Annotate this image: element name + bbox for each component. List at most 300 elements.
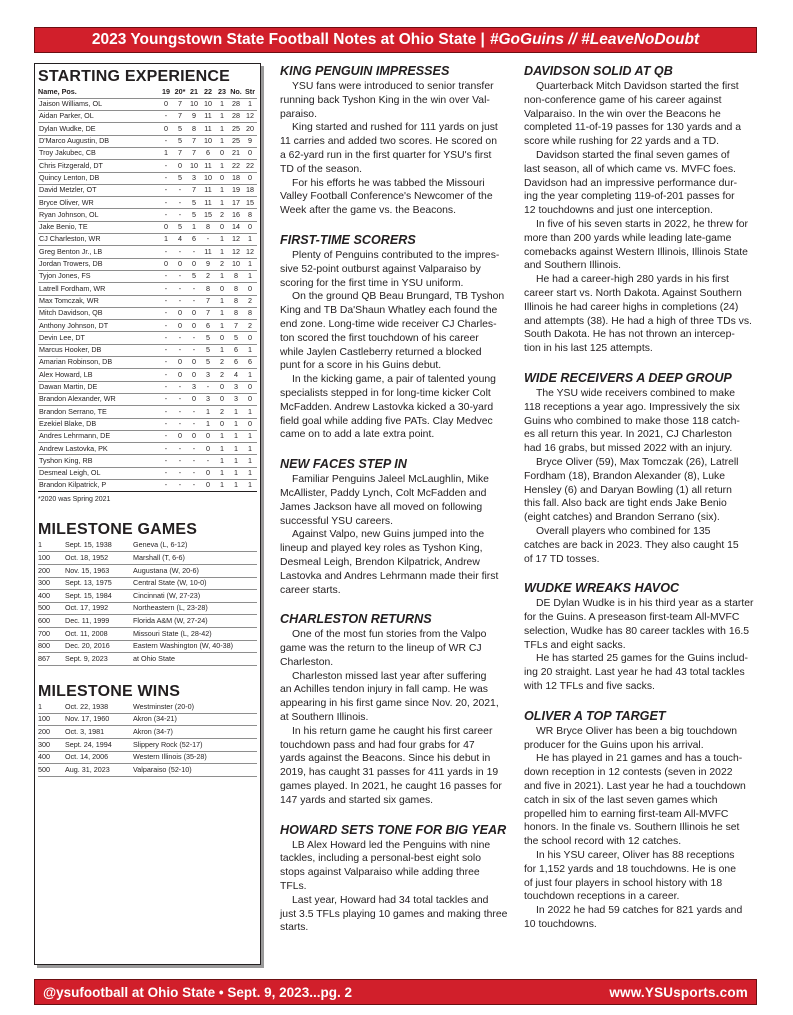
stat-cell: 0: [159, 221, 173, 233]
stat-cell: 4: [173, 234, 187, 246]
table-row: [38, 172, 257, 184]
notes-column-left: [280, 64, 507, 935]
starting-experience-heading: STARTING EXPERIENCE: [38, 68, 230, 85]
table-row: [38, 418, 257, 430]
stat-cell: 3: [201, 393, 215, 405]
stat-cell: -: [173, 381, 187, 393]
stat-cell: 6: [243, 357, 257, 369]
stat-cell: 0: [187, 258, 201, 270]
stat-cell: 10: [187, 98, 201, 110]
stat-cell: 1: [243, 270, 257, 282]
date-cell: Oct. 11, 2008: [65, 627, 133, 640]
table-row: [38, 627, 257, 640]
date-cell: Oct. 18, 1952: [65, 552, 133, 565]
milestone-number-cell: 100: [38, 552, 65, 565]
stat-cell: -: [187, 283, 201, 295]
player-name-cell: Brandon Kilpatrick, P: [38, 480, 159, 492]
stat-cell: 3: [229, 393, 243, 405]
stat-cell: -: [159, 455, 173, 467]
milestone-number-cell: 600: [38, 615, 65, 628]
date-cell: Nov. 15, 1963: [65, 564, 133, 577]
stat-cell: -: [173, 295, 187, 307]
stat-cell: 0: [201, 443, 215, 455]
section-heading: CHARLESTON RETURNS: [280, 612, 432, 627]
stat-cell: 14: [229, 221, 243, 233]
stat-cell: 1: [229, 443, 243, 455]
article-line: 118 receptions a year ago. Impressively the six: [524, 401, 740, 413]
table-row: [38, 123, 257, 135]
stat-cell: 25: [229, 135, 243, 147]
stat-cell: 17: [229, 197, 243, 209]
stat-cell: 8: [243, 209, 257, 221]
stat-cell: 0: [159, 258, 173, 270]
article-line: In five of his seven starts in 2022, he threw for: [536, 218, 748, 230]
article-section: [280, 457, 507, 597]
stat-cell: 0: [243, 393, 257, 405]
date-cell: Aug. 31, 2023: [65, 764, 133, 777]
stat-cell: 0: [215, 147, 229, 159]
column-header: 23: [215, 86, 229, 98]
page-header-banner: [34, 27, 757, 53]
stat-cell: 1: [229, 430, 243, 442]
stat-cell: 1: [215, 443, 229, 455]
article-line: of just four players in school history with 18: [524, 877, 723, 889]
article-line: TFLs and eight sacks.: [524, 639, 626, 651]
article-line: TD of the season.: [280, 163, 363, 175]
article-line: producer for the Guins upon his arrival.: [524, 739, 704, 751]
article-line: tion in his last 125 attempts.: [524, 343, 653, 355]
stat-cell: 1: [215, 98, 229, 110]
stat-cell: 8: [229, 295, 243, 307]
stat-cell: -: [173, 197, 187, 209]
stat-cell: 15: [201, 209, 215, 221]
article-line: career starts.: [280, 584, 341, 596]
stat-cell: 19: [229, 184, 243, 196]
stat-cell: -: [173, 455, 187, 467]
article-line: for 1,152 yards and 18 touchdowns. He is one: [524, 863, 736, 875]
stat-cell: -: [159, 393, 173, 405]
stat-cell: 5: [229, 332, 243, 344]
stat-cell: 18: [229, 172, 243, 184]
stat-cell: 1: [201, 406, 215, 418]
article-line: Lastovka and Andres Lehrmann made their first: [280, 570, 499, 582]
article-line: touchdown receptions in a career.: [524, 891, 680, 903]
article-line: scoring for the first time in YSU uniform.: [280, 277, 464, 289]
date-cell: Sept. 24, 1994: [65, 739, 133, 752]
column-header: Name, Pos.: [38, 86, 159, 98]
article-line: Charleston missed last year after suffering: [292, 670, 487, 682]
article-line: Fordham (18), Brandon Alexander (8), Luke: [524, 470, 725, 482]
stat-cell: 11: [201, 111, 215, 123]
table-row: [38, 332, 257, 344]
article-line: an Achilles tendon injury in fall camp. He was: [280, 684, 488, 696]
stat-cell: 6: [201, 147, 215, 159]
table-row: [38, 221, 257, 233]
stat-cell: 1: [215, 135, 229, 147]
stat-cell: 1: [243, 234, 257, 246]
article-line: catch in six of the last seven games which: [524, 794, 718, 806]
article-line: Plenty of Penguins contributed to the impres-: [292, 249, 500, 261]
stat-cell: -: [159, 418, 173, 430]
stat-cell: 0: [215, 381, 229, 393]
table-row: [38, 430, 257, 442]
article-line: touchdown pass and had four grabs for 47: [280, 739, 475, 751]
stat-cell: 0: [243, 221, 257, 233]
stat-cell: -: [159, 344, 173, 356]
article-line: and attempts (38). He had a high of three TDs vs.: [524, 315, 752, 327]
stat-cell: 5: [201, 332, 215, 344]
article-line: non-conference game of his career against: [524, 94, 722, 106]
article-line: Week after the game vs. the Beacons.: [280, 205, 456, 217]
stat-cell: 2: [243, 295, 257, 307]
table-row: [38, 270, 257, 282]
footer-social-info: @ysufootball at Ohio State • Sept. 9, 2023...pg. 2: [43, 984, 352, 1000]
table-row: [38, 197, 257, 209]
article-line: 12 touchdowns and just one interception.: [524, 205, 713, 217]
column-header: No.: [229, 86, 243, 98]
milestone-wins-heading: MILESTONE WINS: [38, 682, 181, 700]
stat-cell: 8: [201, 221, 215, 233]
article-line: es all return this year. In 2021, CJ Charleston: [524, 429, 732, 441]
article-line: 11 carries and added two scores. He scored on: [280, 136, 497, 148]
date-cell: Nov. 17, 1960: [65, 713, 133, 726]
opponent-cell: Westminster (20-0): [133, 701, 257, 714]
opponent-cell: Akron (34-21): [133, 713, 257, 726]
stat-cell: 2: [215, 357, 229, 369]
stat-cell: -: [187, 480, 201, 492]
article-line: For his efforts he was tabbed the Missouri: [292, 177, 485, 189]
stat-cell: 0: [187, 369, 201, 381]
player-name-cell: Quincy Lenton, DB: [38, 172, 159, 184]
table-row: [38, 590, 257, 603]
stat-cell: 3: [229, 381, 243, 393]
starting-experience-table: [38, 86, 257, 492]
section-heading: HOWARD SETS TONE FOR BIG YEAR: [280, 822, 507, 837]
stat-cell: 6: [201, 320, 215, 332]
stat-cell: 0: [173, 258, 187, 270]
article-line: stops against Valparaiso while adding three: [280, 867, 480, 879]
stat-cell: -: [159, 357, 173, 369]
stat-cell: 11: [201, 123, 215, 135]
table-row: [38, 369, 257, 381]
table-row: [38, 111, 257, 123]
milestone-number-cell: 500: [38, 764, 65, 777]
stat-cell: 20: [243, 123, 257, 135]
stat-cell: 1: [229, 406, 243, 418]
player-name-cell: CJ Charleston, WR: [38, 234, 159, 246]
notes-column-right: [524, 64, 756, 932]
article-line: selection, Wudke has 80 career tackles with 16.5: [524, 625, 750, 637]
article-line: McFadden. Andrew Lastovka kicked a 30-yard: [280, 401, 494, 413]
date-cell: Oct. 22, 1938: [65, 701, 133, 714]
table-row: [38, 443, 257, 455]
stat-cell: -: [173, 443, 187, 455]
stat-cell: 12: [243, 246, 257, 258]
article-line: Against Valpo, new Guins jumped into the: [292, 529, 485, 541]
table-row: [38, 393, 257, 405]
column-header: 20*: [173, 86, 187, 98]
stat-cell: 21: [229, 147, 243, 159]
table-row: [38, 344, 257, 356]
stat-cell: -: [173, 332, 187, 344]
date-cell: Oct. 17, 1992: [65, 602, 133, 615]
stat-cell: 2: [215, 258, 229, 270]
table-row: [38, 147, 257, 159]
article-line: Overall players who combined for 135: [536, 525, 711, 537]
stat-cell: -: [159, 270, 173, 282]
stat-cell: 0: [243, 147, 257, 159]
article-line: The YSU wide receivers combined to make: [536, 387, 736, 399]
stat-cell: 9: [243, 135, 257, 147]
stat-cell: -: [187, 332, 201, 344]
stat-cell: 9: [201, 258, 215, 270]
stat-cell: 0: [187, 430, 201, 442]
player-name-cell: Jordan Trowers, DB: [38, 258, 159, 270]
stat-cell: -: [187, 295, 201, 307]
article-line: Desmeal Leigh, Brendon Kilpatrick, Andrew: [280, 556, 480, 568]
article-line: lineup and played key roles as Tyshon King,: [280, 543, 483, 555]
article-line: Hensley (6) and Daryan Bowling (1) all return: [524, 484, 732, 496]
milestone-wins-table: [38, 701, 257, 777]
article-line: He had a career-high 280 yards in his first: [536, 274, 729, 286]
table-row: [38, 640, 257, 653]
article-section: [280, 823, 507, 936]
article-line: Davidson started the final seven games of: [536, 149, 730, 161]
opponent-cell: Eastern Washington (W, 40-38): [133, 640, 257, 653]
opponent-cell: Northeastern (L, 23-28): [133, 602, 257, 615]
stat-cell: 1: [215, 197, 229, 209]
player-name-cell: Greg Benton Jr., LB: [38, 246, 159, 258]
article-line: had 16 grabs, but missed 2022 with an injury.: [524, 443, 733, 455]
article-line: tackles, including a personal-best eight solo: [280, 853, 482, 865]
stat-cell: 15: [243, 197, 257, 209]
stat-cell: 1: [243, 443, 257, 455]
stat-cell: 11: [201, 197, 215, 209]
stat-cell: 7: [187, 184, 201, 196]
table-row: [38, 701, 257, 714]
table-row: [38, 98, 257, 110]
stat-cell: 1: [215, 184, 229, 196]
stat-cell: 1: [215, 246, 229, 258]
table-header-row: [38, 86, 257, 98]
stats-sidebar: [34, 63, 261, 965]
article-line: James Jackson have all moved on following: [280, 501, 483, 513]
stat-cell: 2: [243, 320, 257, 332]
player-name-cell: Ryan Johnson, OL: [38, 209, 159, 221]
milestone-number-cell: 300: [38, 739, 65, 752]
table-row: [38, 381, 257, 393]
stat-cell: 5: [173, 135, 187, 147]
table-row: [38, 160, 257, 172]
stat-cell: 1: [243, 455, 257, 467]
stat-cell: 10: [229, 258, 243, 270]
article-line: WR Bryce Oliver has been a big touchdown: [536, 725, 737, 737]
article-line: Last year, Howard had 34 total tackles and: [292, 894, 489, 906]
stat-cell: 0: [243, 381, 257, 393]
article-line: King and TB Da'Shaun Whatley each found the: [280, 305, 498, 317]
opponent-cell: Missouri State (L, 28-42): [133, 627, 257, 640]
header-title: 2023 Youngstown State Football Notes at Ohio State |: [91, 31, 485, 48]
stat-cell: -: [201, 381, 215, 393]
player-name-cell: Alex Howard, LB: [38, 369, 159, 381]
player-name-cell: Tyjon Jones, FS: [38, 270, 159, 282]
table-row: [38, 234, 257, 246]
article-line: Guins who combined to make those 118 catch-: [524, 415, 740, 427]
article-line: comebacks against Western Illinois, Illinois State: [524, 246, 748, 258]
article-line: ton scored the first touchdown of his career: [280, 332, 479, 344]
article-line: at Southern Illinois.: [280, 712, 369, 724]
stat-cell: 0: [159, 98, 173, 110]
table-footnote: *2020 was Spring 2021: [38, 496, 111, 504]
stat-cell: 7: [173, 111, 187, 123]
article-line: In his return game he caught his first career: [292, 725, 493, 737]
stat-cell: 0: [215, 283, 229, 295]
article-line: for the Guins. A preseason first-team All-MVFC: [524, 612, 740, 624]
article-line: He has started 25 games for the Guins includ-: [536, 653, 748, 665]
table-row: [38, 764, 257, 777]
opponent-cell: Valparaiso (52-10): [133, 764, 257, 777]
milestone-games-table: [38, 539, 257, 665]
article-line: LB Alex Howard led the Penguins with nine: [292, 839, 491, 851]
stat-cell: 1: [215, 295, 229, 307]
stat-cell: 22: [229, 160, 243, 172]
stat-cell: 1: [243, 480, 257, 492]
article-section: [524, 709, 756, 932]
table-row: [38, 602, 257, 615]
stat-cell: -: [173, 480, 187, 492]
article-line: Davidson had an impressive performance dur-: [524, 177, 738, 189]
stat-cell: 7: [173, 147, 187, 159]
section-heading: WUDKE WREAKS HAVOC: [524, 581, 680, 596]
article-line: appearing in his first game since Nov. 20, 2021,: [280, 698, 499, 710]
stat-cell: 1: [215, 234, 229, 246]
player-name-cell: Brandon Alexander, WR: [38, 393, 159, 405]
article-line: On the ground QB Beau Brungard, TB Tyshon: [292, 291, 505, 303]
stat-cell: -: [173, 467, 187, 479]
stat-cell: -: [173, 418, 187, 430]
article-line: In 2022 he had 59 catches for 821 yards and: [536, 905, 743, 917]
footer-website-link[interactable]: www.YSUsports.com: [609, 984, 748, 1000]
table-row: [38, 184, 257, 196]
stat-cell: 5: [201, 344, 215, 356]
milestone-number-cell: 1: [38, 701, 65, 714]
article-section: [280, 233, 507, 442]
date-cell: Dec. 20, 2016: [65, 640, 133, 653]
stat-cell: 22: [243, 160, 257, 172]
stat-cell: 8: [243, 307, 257, 319]
article-line: YSU fans were introduced to senior transfer: [292, 81, 494, 92]
stat-cell: 5: [201, 357, 215, 369]
player-name-cell: Devin Lee, DT: [38, 332, 159, 344]
stat-cell: 7: [187, 135, 201, 147]
opponent-cell: Western Illinois (35-28): [133, 751, 257, 764]
player-name-cell: Jake Benio, TE: [38, 221, 159, 233]
stat-cell: 9: [187, 111, 201, 123]
article-line: Valley Football Conference's Newcomer of the: [280, 191, 493, 203]
article-line: Illinois he had career highs in completions (24): [524, 301, 739, 313]
article-line: just 3.5 TFLs playing 10 games and making three: [280, 908, 508, 920]
milestone-number-cell: 100: [38, 713, 65, 726]
table-row: [38, 357, 257, 369]
stat-cell: 8: [187, 123, 201, 135]
stat-cell: -: [159, 430, 173, 442]
stat-cell: 18: [243, 184, 257, 196]
stat-cell: 0: [243, 283, 257, 295]
stat-cell: -: [187, 344, 201, 356]
milestone-number-cell: 400: [38, 751, 65, 764]
stat-cell: 1: [215, 270, 229, 282]
stat-cell: 1: [159, 234, 173, 246]
stat-cell: 16: [229, 209, 243, 221]
section-heading: NEW FACES STEP IN: [280, 457, 407, 472]
stat-cell: 0: [215, 221, 229, 233]
stat-cell: 12: [229, 234, 243, 246]
table-row: [38, 467, 257, 479]
article-line: Quarterback Mitch Davidson started the first: [536, 81, 739, 92]
stat-cell: 3: [201, 369, 215, 381]
player-name-cell: Mitch Davidson, QB: [38, 307, 159, 319]
date-cell: Sept. 13, 1975: [65, 577, 133, 590]
date-cell: Sept. 9, 2023: [65, 653, 133, 666]
opponent-cell: at Ohio State: [133, 653, 257, 666]
stat-cell: 0: [201, 430, 215, 442]
article-line: successful YSU careers.: [280, 515, 393, 527]
article-line: ing 20 straight. Last year he had 43 total tackles: [524, 667, 745, 679]
stat-cell: -: [159, 283, 173, 295]
stat-cell: -: [159, 320, 173, 332]
stat-cell: 0: [173, 307, 187, 319]
player-name-cell: Amarian Robinson, DB: [38, 357, 159, 369]
stat-cell: 8: [229, 307, 243, 319]
milestone-number-cell: 800: [38, 640, 65, 653]
table-row: [38, 653, 257, 666]
stat-cell: 0: [187, 393, 201, 405]
stat-cell: 5: [187, 209, 201, 221]
article-line: specialists stepped in for long-time kicker Colt: [280, 387, 491, 399]
article-line: came on to add a late extra point.: [280, 429, 435, 441]
date-cell: Sept. 15, 1938: [65, 539, 133, 552]
article-line: punt for a score in his Guins debut.: [280, 360, 442, 372]
milestone-number-cell: 1: [38, 539, 65, 552]
stat-cell: 0: [201, 480, 215, 492]
stat-cell: 28: [229, 98, 243, 110]
article-line: In the kicking game, a pair of talented young: [292, 374, 496, 386]
article-line: Familiar Penguins Jaleel McLaughlin, Mike: [292, 474, 489, 486]
stat-cell: -: [159, 443, 173, 455]
table-row: [38, 307, 257, 319]
player-name-cell: Andrew Lastovka, PK: [38, 443, 159, 455]
article-line: more than 200 yards while leading late-game: [524, 232, 732, 244]
stat-cell: 6: [229, 357, 243, 369]
article-line: One of the most fun stories from the Valpo: [292, 629, 487, 641]
article-line: score while rushing for 22 yards and a TD.: [524, 136, 720, 148]
stat-cell: -: [173, 246, 187, 258]
stat-cell: 11: [201, 160, 215, 172]
stat-cell: -: [159, 295, 173, 307]
stat-cell: -: [159, 172, 173, 184]
stat-cell: 0: [201, 467, 215, 479]
article-line: McAllister, Paddy Lynch, Colt McFadden and: [280, 487, 487, 499]
article-line: of 17 TD tosses.: [524, 553, 600, 565]
article-line: games played. In 2021, he caught 16 passes for: [280, 781, 502, 793]
stat-cell: -: [201, 234, 215, 246]
table-row: [38, 320, 257, 332]
stat-cell: 4: [229, 369, 243, 381]
article-line: end zone. Long-time wide receiver CJ Charles-: [280, 318, 497, 330]
stat-cell: -: [173, 283, 187, 295]
article-line: the school record with 12 catches.: [524, 836, 682, 848]
stat-cell: 5: [173, 221, 187, 233]
